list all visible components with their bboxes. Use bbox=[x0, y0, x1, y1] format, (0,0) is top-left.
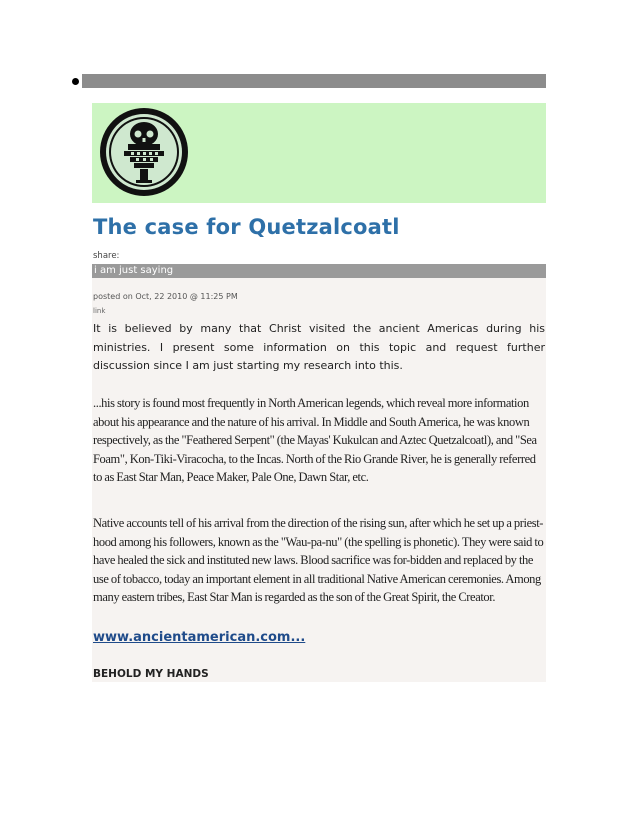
tagline-bar bbox=[92, 264, 546, 278]
post-timestamp: posted on Oct, 22 2010 @ 11:25 PM bbox=[93, 292, 238, 301]
share-label: share: bbox=[93, 251, 120, 261]
intro-paragraph: It is believed by many that Christ visited the ancient Americas during his ministries. I present some information on this topic and request further discussion since I am just starting my research into this. bbox=[93, 322, 545, 372]
quote-paragraph-1: ...his story is found most frequently in North American legends, which reveal more information about his appearance and the nature of his arrival. In Middle and South America, he was known respectively, as the "Feathered Serpent" (the Mayas' Kukulcan and Aztec Quetzalcoatl), and "Sea Foam", Kon-Tiki-Viracocha, to the Incas. North of the Rio Grande River, he is generally referred to as East Star Man, Peace Maker, Pale One, Dawn Star, etc. bbox=[93, 396, 537, 485]
bullet-dot bbox=[72, 78, 79, 85]
tagline-text: i am just saying bbox=[94, 265, 174, 276]
quote-paragraph-2: Native accounts tell of his arrival from the direction of the rising sun, after which he set up a priest-hood among his followers, known as the "Wau-pa-nu" (the spelling is phonetic). They were said to have healed the sick and instituted new laws. Blood sacrifice was for-bidden and replaced by the use of tobacco, today an important element in all traditional Native American ceremonies. Among many eastern tribes, East Star Man is regarded as the son of the Great Spirit, the Creator. bbox=[93, 516, 544, 605]
section-heading: BEHOLD MY HANDS bbox=[93, 668, 209, 680]
source-link[interactable]: www.ancientamerican.com... bbox=[93, 630, 306, 645]
page-title: The case for Quetzalcoatl bbox=[93, 215, 400, 239]
skull-logo-icon bbox=[96, 104, 192, 200]
post-permalink[interactable]: link bbox=[93, 307, 106, 315]
top-bar bbox=[82, 74, 546, 88]
